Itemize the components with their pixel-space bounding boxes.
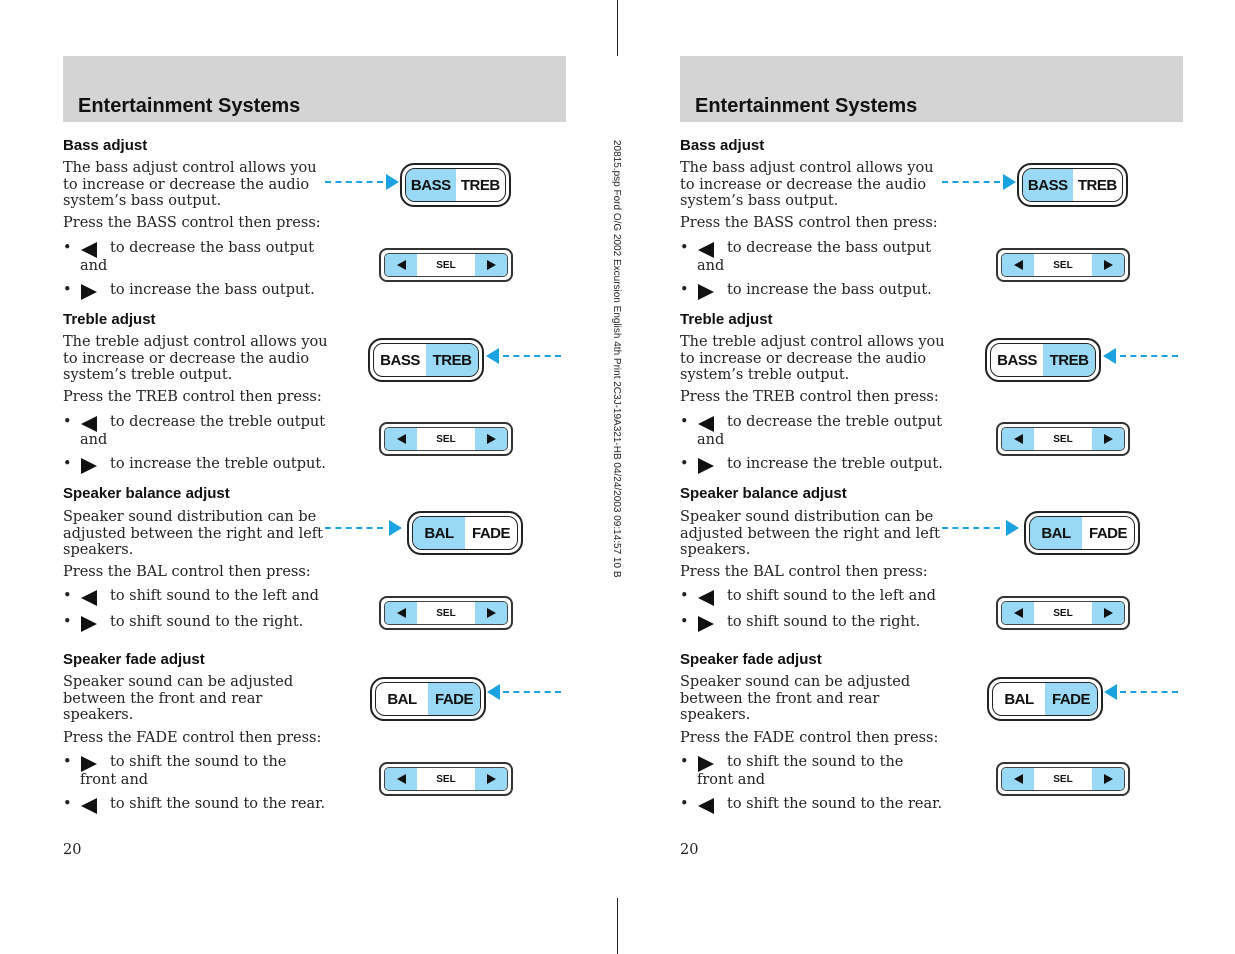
bullet-text: to decrease the bass output [110,240,315,256]
sel-control [996,762,1130,796]
left-arrow-icon [698,798,714,814]
seek-right-button [475,254,507,276]
header-title: Entertainment Systems [78,95,301,117]
right-arrow-icon [487,608,496,618]
balance-description-line: speakers. [680,542,751,558]
fade-description [680,674,910,724]
bullet-text: to shift the sound to the [110,754,287,770]
treble-description-line: system’s treble output. [63,367,233,383]
bullet-dot: • [680,240,689,256]
print-info: 20815.psp Ford O/G 2002 Excursion English 4th Print 2C3J-19A321-HB 04/24/2003 09:14:57 10 B [611,140,622,578]
bass-description [63,160,317,210]
right-arrow-icon [1104,608,1113,618]
bullet-dot: • [680,614,689,630]
bullet-dot: • [680,588,689,604]
bass-description-line: to increase or decrease the audio [680,176,927,193]
bass-treb-control [368,338,484,382]
crop-mark-bottom [617,898,618,954]
bullet-dot: • [63,456,72,472]
bullet-text: to increase the bass output. [727,282,932,298]
bullet-text: to shift sound to the left and [110,588,319,604]
pointer-arrow-icon [1003,174,1016,190]
bullet-text: to decrease the treble output [110,414,326,430]
balance-description [680,509,940,559]
page-number: 20 [680,842,699,858]
left-arrow-icon [698,416,714,432]
sel-button: SEL [1053,607,1073,619]
left-arrow-icon [1014,608,1023,618]
fade-section-title: Speaker fade adjust [680,651,822,668]
bass-instruction: Press the BASS control then press: [680,215,938,231]
fade-description [63,674,293,724]
bullet-dot: • [63,240,72,256]
left-arrow-icon [397,434,406,444]
treble-description-line: to increase or decrease the audio [680,350,927,367]
page-number: 20 [63,842,82,858]
left-arrow-icon [81,590,97,606]
bal-fade-control [987,677,1103,721]
pointer-dash [503,355,561,357]
bullet-text: to shift sound to the right. [110,614,304,630]
fade-button: FADE [471,524,510,542]
bal-fade-control [370,677,486,721]
pointer-dash [503,691,561,693]
left-arrow-icon [81,416,97,432]
left-arrow-icon [1014,434,1023,444]
fade-section-title: Speaker fade adjust [63,651,205,668]
pointer-arrow-icon [1103,348,1116,364]
seek-left-button [1002,768,1034,790]
left-arrow-icon [81,242,97,258]
balance-section-title: Speaker balance adjust [680,485,847,502]
sel-button: SEL [1053,433,1073,445]
bal-fade-control [1024,511,1140,555]
left-arrow-icon [397,774,406,784]
balance-description [63,509,323,559]
seek-left-button [1002,602,1034,624]
bullet-text: to shift sound to the right. [727,614,921,630]
sel-control [996,248,1130,282]
right-arrow-icon [698,458,714,474]
fade-description-line: Speaker sound can be adjusted [680,674,911,690]
balance-instruction: Press the BAL control then press: [63,564,311,580]
treb-button: TREB [426,344,478,376]
sel-control [379,248,513,282]
balance-section-title: Speaker balance adjust [63,485,230,502]
treble-description-line: system’s treble output. [680,367,850,383]
bass-description-line: The bass adjust control allows you [680,160,934,176]
bullet-dot: • [680,414,689,430]
bass-button: BASS [1023,169,1073,201]
seek-left-button [385,602,417,624]
sel-control [996,422,1130,456]
fade-button: FADE [428,683,480,715]
bass-instruction: Press the BASS control then press: [63,215,321,231]
balance-description-line: adjusted between the right and left [63,525,323,542]
pointer-arrow-icon [389,520,402,536]
bass-treb-control [400,163,511,207]
seek-left-button [385,428,417,450]
left-arrow-icon [397,608,406,618]
bullet-text: to increase the treble output. [727,456,943,472]
bullet-dot: • [63,414,72,430]
bullet-dot: • [63,614,72,630]
bullet-dot: • [63,588,72,604]
bass-description-line: system’s bass output. [680,193,839,209]
sel-button: SEL [1053,773,1073,785]
bullet-text-cont: front and [697,772,766,788]
balance-description-line: Speaker sound distribution can be [680,509,934,525]
bal-fade-control [407,511,523,555]
right-arrow-icon [698,616,714,632]
bass-section-title: Bass adjust [680,137,765,154]
right-arrow-icon [698,756,714,772]
bass-description-line: The bass adjust control allows you [63,160,317,176]
bal-button: BAL [1030,517,1082,549]
left-arrow-icon [1014,774,1023,784]
header-bar [63,56,566,122]
left-arrow-icon [698,242,714,258]
bullet-dot: • [680,282,689,298]
bullet-text: to shift the sound to the rear. [727,796,943,812]
bass-description-line: system’s bass output. [63,193,222,209]
pointer-dash [942,181,1000,183]
sel-button: SEL [436,259,456,271]
fade-button: FADE [1088,524,1127,542]
bullet-text-cont: and [697,432,725,448]
fade-description-line: speakers. [63,707,134,723]
right-arrow-icon [1104,774,1113,784]
bal-button: BAL [413,517,465,549]
sel-control [379,596,513,630]
bal-button: BAL [1004,690,1034,708]
bullet-dot: • [63,282,72,298]
balance-description-line: Speaker sound distribution can be [63,509,317,525]
seek-right-button [475,768,507,790]
bass-treb-control [985,338,1101,382]
bullet-dot: • [680,796,689,812]
sel-button: SEL [436,433,456,445]
bullet-dot: • [680,456,689,472]
fade-button: FADE [1045,683,1097,715]
left-arrow-icon [81,798,97,814]
pointer-dash [1120,355,1178,357]
pointer-arrow-icon [487,684,500,700]
right-arrow-icon [487,260,496,270]
pointer-dash [942,527,1000,529]
treble-instruction: Press the TREB control then press: [63,389,322,405]
bass-button: BASS [997,351,1037,369]
bullet-dot: • [680,754,689,770]
bullet-text: to decrease the bass output [727,240,932,256]
seek-right-button [1092,602,1124,624]
treble-description-line: The treble adjust control allows you [680,334,945,350]
bullet-dot: • [63,754,72,770]
right-arrow-icon [1104,434,1113,444]
seek-left-button [385,768,417,790]
seek-left-button [1002,254,1034,276]
bullet-text-cont: and [80,258,108,274]
treb-button: TREB [460,176,500,194]
fade-description-line: between the front and rear [680,690,880,707]
seek-right-button [475,602,507,624]
treble-description-line: The treble adjust control allows you [63,334,328,350]
sel-button: SEL [1053,259,1073,271]
sel-button: SEL [436,773,456,785]
bass-description [680,160,934,210]
sel-control [996,596,1130,630]
sel-control [379,422,513,456]
pointer-arrow-icon [1006,520,1019,536]
bullet-dot: • [63,796,72,812]
balance-description-line: adjusted between the right and left [680,525,940,542]
bass-description-line: to increase or decrease the audio [63,176,310,193]
right-arrow-icon [81,616,97,632]
seek-right-button [475,428,507,450]
seek-left-button [385,254,417,276]
left-arrow-icon [1014,260,1023,270]
crop-mark-top [617,0,618,56]
pointer-arrow-icon [386,174,399,190]
pointer-dash [325,181,383,183]
bullet-text-cont: and [80,432,108,448]
bal-button: BAL [387,690,417,708]
bullet-text: to increase the bass output. [110,282,315,298]
bass-section-title: Bass adjust [63,137,148,154]
treble-description [63,334,328,384]
right-arrow-icon [1104,260,1113,270]
seek-right-button [1092,254,1124,276]
treble-description [680,334,945,384]
bullet-text-cont: front and [80,772,149,788]
bullet-text: to decrease the treble output [727,414,943,430]
right-arrow-icon [487,434,496,444]
right-arrow-icon [487,774,496,784]
left-arrow-icon [397,260,406,270]
right-arrow-icon [698,284,714,300]
bullet-text: to shift the sound to the [727,754,904,770]
treble-description-line: to increase or decrease the audio [63,350,310,367]
right-arrow-icon [81,458,97,474]
bass-button: BASS [406,169,456,201]
bass-button: BASS [380,351,420,369]
seek-right-button [1092,768,1124,790]
right-arrow-icon [81,756,97,772]
fade-description-line: Speaker sound can be adjusted [63,674,294,690]
seek-left-button [1002,428,1034,450]
left-arrow-icon [698,590,714,606]
pointer-arrow-icon [486,348,499,364]
header-title: Entertainment Systems [695,95,918,117]
bullet-text: to shift the sound to the rear. [110,796,326,812]
treble-section-title: Treble adjust [680,311,773,328]
page-left [63,0,583,954]
treb-button: TREB [1043,344,1095,376]
sel-control [379,762,513,796]
sel-button: SEL [436,607,456,619]
pointer-dash [325,527,383,529]
right-arrow-icon [81,284,97,300]
bass-treb-control [1017,163,1128,207]
pointer-dash [1120,691,1178,693]
treble-section-title: Treble adjust [63,311,156,328]
fade-instruction: Press the FADE control then press: [680,730,939,746]
bullet-text: to shift sound to the left and [727,588,936,604]
bullet-text: to increase the treble output. [110,456,326,472]
bullet-text-cont: and [697,258,725,274]
seek-right-button [1092,428,1124,450]
header-bar [680,56,1183,122]
fade-instruction: Press the FADE control then press: [63,730,322,746]
balance-description-line: speakers. [63,542,134,558]
treble-instruction: Press the TREB control then press: [680,389,939,405]
pointer-arrow-icon [1104,684,1117,700]
fade-description-line: speakers. [680,707,751,723]
fade-description-line: between the front and rear [63,690,263,707]
treb-button: TREB [1077,176,1117,194]
page-right [680,0,1200,954]
balance-instruction: Press the BAL control then press: [680,564,928,580]
